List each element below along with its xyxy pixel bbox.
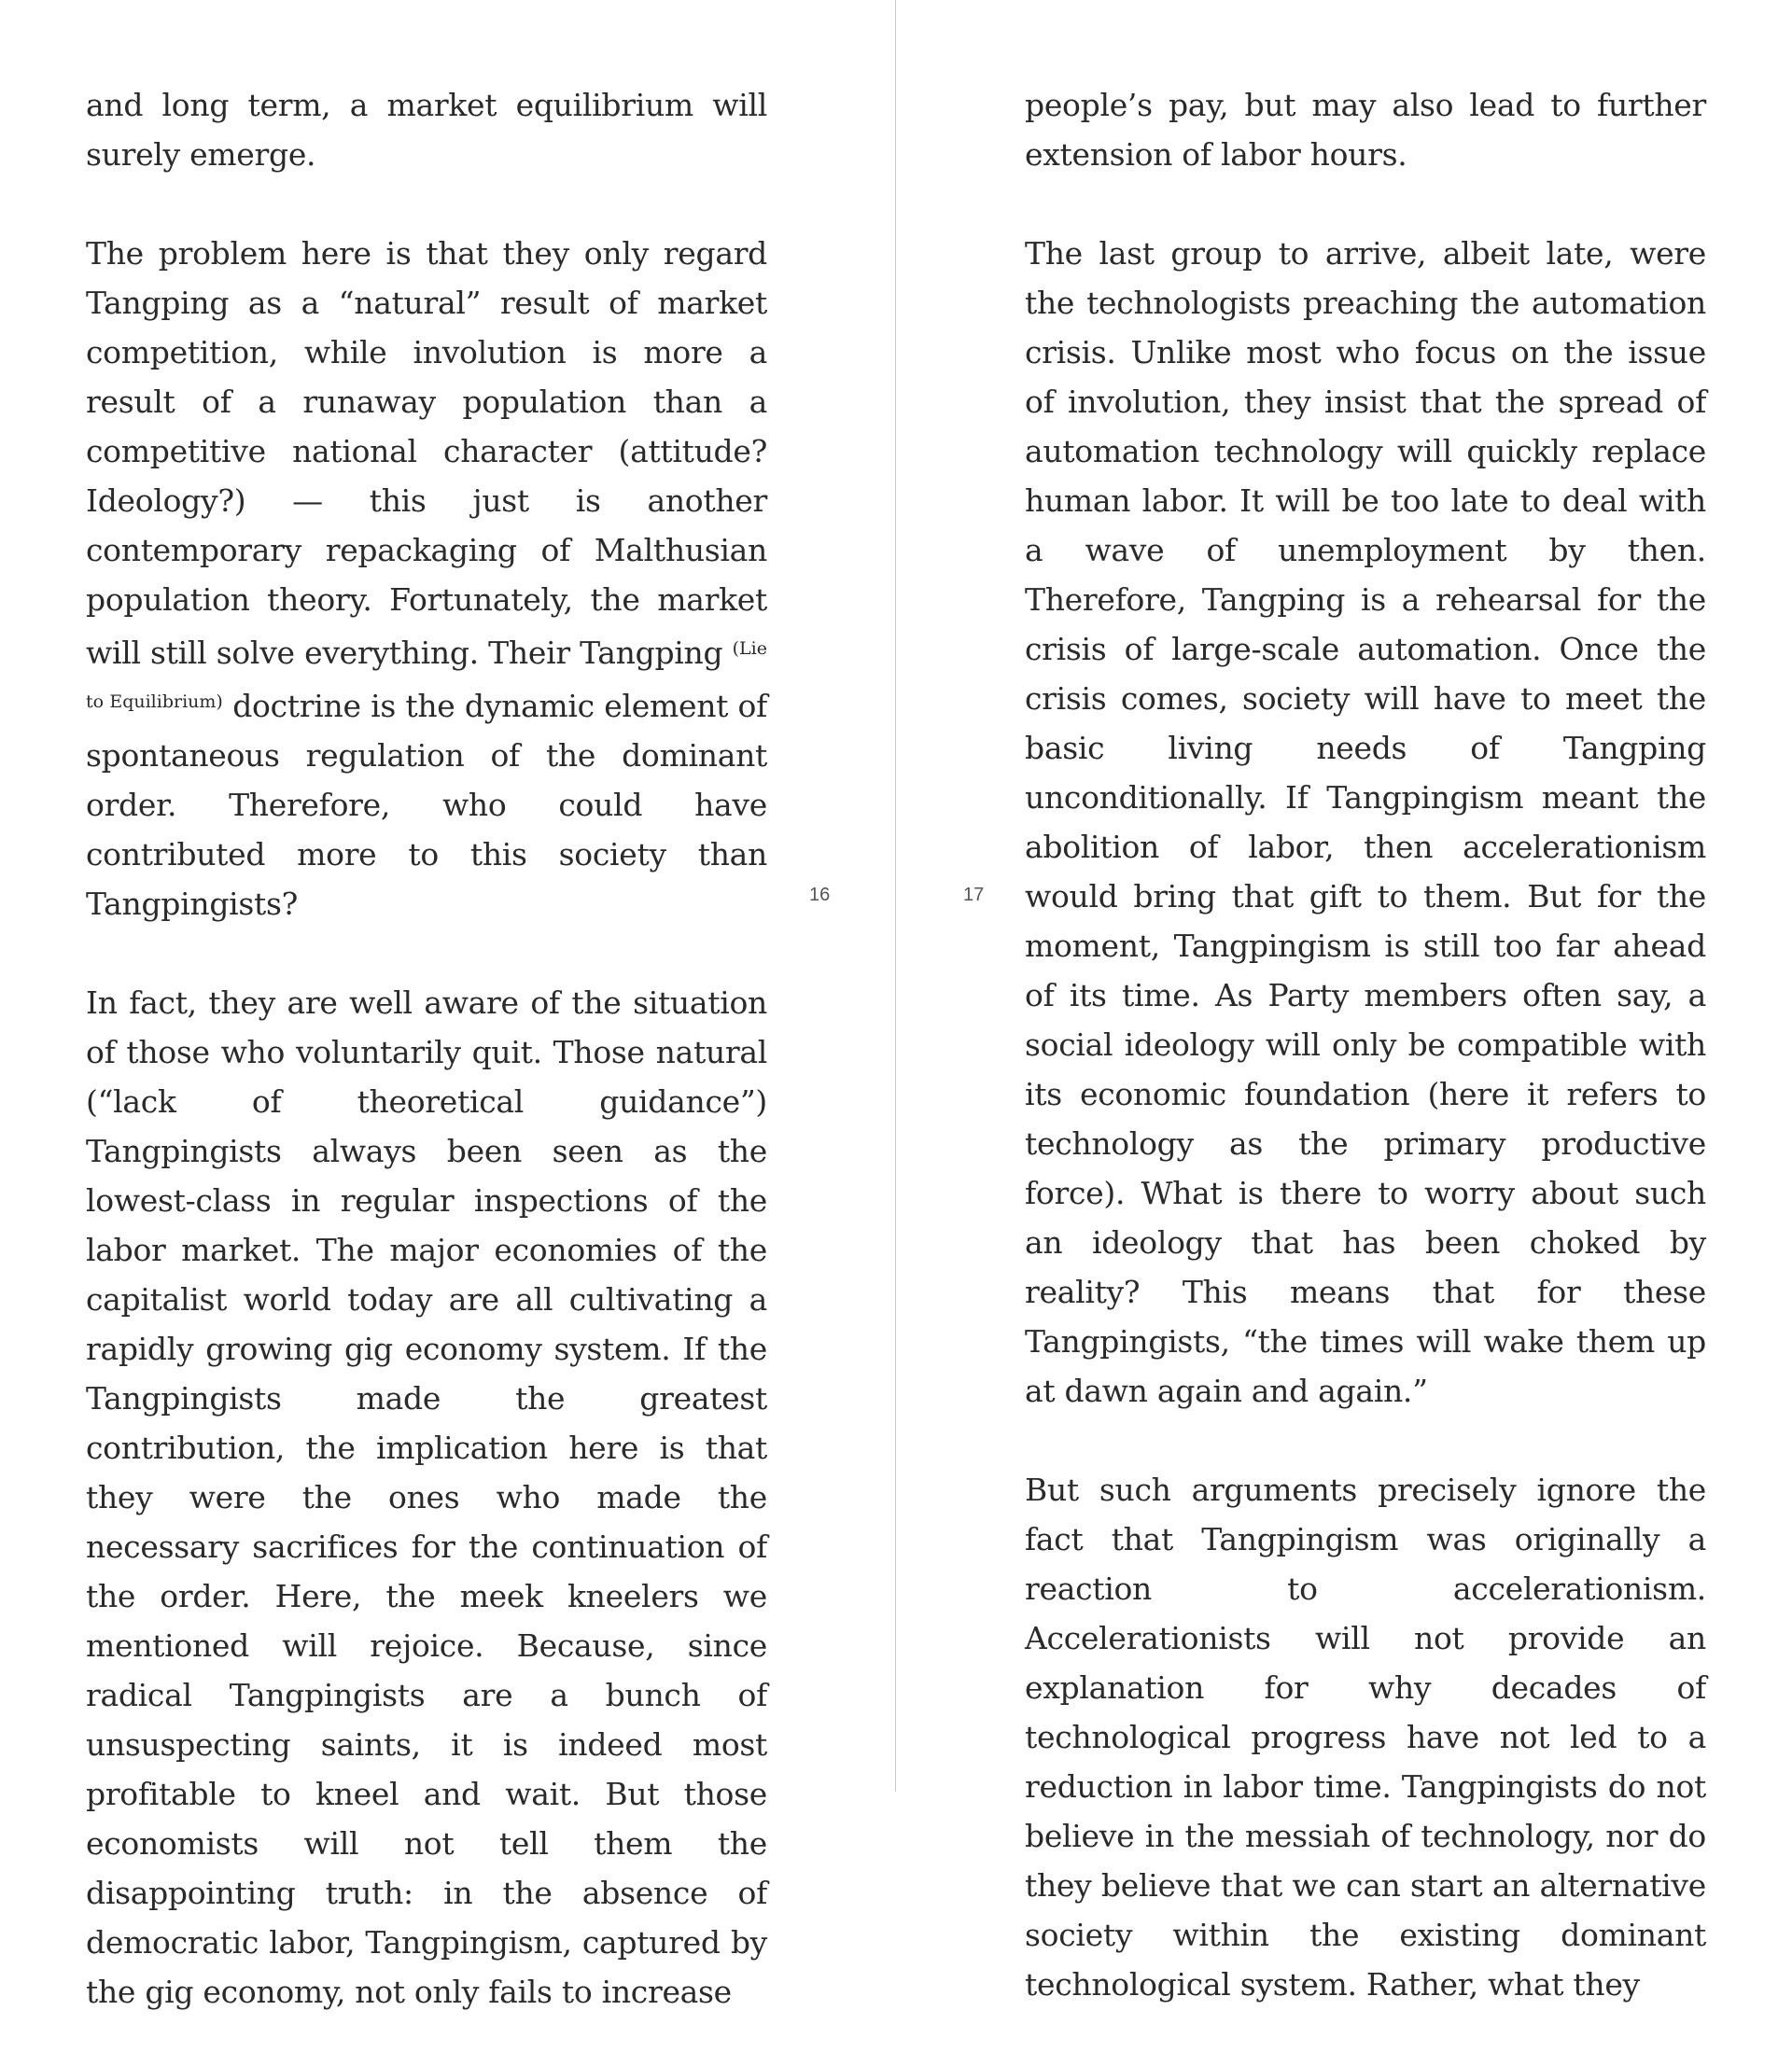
left-paragraph-1: and long term, a market equilibrium will surely emerge. <box>86 87 767 173</box>
left-page-number: 16 <box>809 885 831 905</box>
left-page <box>86 80 767 2066</box>
right-paragraph-2: The last group to arrive, albeit late, were the technologists preaching the automation crisis. Unlike most who focus on the issue of involution, they insist that the spread of automation technology will quickly replace human labor. It will be too late to deal with a wave of unemployment by then. Therefore, Tangping is a rehearsal for the crisis of large-scale automation. Once the crisis comes, society will have to meet the basic living needs of Tangping unconditionally. If Tangpingism meant the abolition of labor, then accelerationism would bring that gift to them. But for the moment, Tangpingism is still too far ahead of its time. As Party members often say, a social ideology will only be compatible with its economic foundation (here it refers to technology as the primary productive force). What is there to worry about such an ideology that has been choked by reality? This means that for these Tangpingists, “the times will wake them up at dawn again and again.” <box>1025 235 1706 1409</box>
left-paragraph-3: In fact, they are well aware of the situation of those who voluntarily quit. Those natural (“lack of theoretical guidance”) Tangpingists always been seen as the lowest-class in regular inspections of the labor market. The major economies of the capitalist world today are all cultivating a rapidly growing gig economy system. If the Tangpingists made the greatest contribution, the implication here is that they were the ones who made the necessary sacrifices for the continuation of the order. Here, the meek kneelers we mentioned will rejoice. Because, since radical Tangpingists are a bunch of unsuspecting saints, it is indeed most profitable to kneel and wait. But those economists will not tell them the disappointing truth: in the absence of democratic labor, Tangpingism, captured by the gig economy, not only fails to increase <box>86 984 767 2010</box>
inline-annotation: (Lie to Equilibrium) <box>86 638 767 712</box>
right-paragraph-3: But such arguments precisely ignore the fact that Tangpingism was originally a reaction to accelerationism. Accelerationists will not provide an explanation for why decades of technological progress have not led to a reduction in labor time. Tangpingists do not believe in the messiah of technology, nor do they believe that we can start an alternative society within the existing dominant technological system. Rather, what they <box>1025 1472 1706 2003</box>
right-page <box>1025 80 1706 2059</box>
right-paragraph-1: people’s pay, but may also lead to further extension of labor hours. <box>1025 87 1706 173</box>
left-paragraph-2-text-after: doctrine is the dynamic element of spontaneous regulation of the dominant order. Therefore, who could have contributed more to this society than Tangpingists? <box>86 688 768 922</box>
left-paragraph-2-text-before: The problem here is that they only regard Tangping as a “natural” result of market competition, while involution is more a result of a runaway population than a competitive national character (attitude? Ideology?) — this just is another contemporary repackaging of Malthusian population theory. Fortunately, the market will still solve everything. Their Tangping <box>86 235 767 671</box>
left-paragraph-2 <box>86 229 767 928</box>
gutter-divider <box>895 0 896 1792</box>
right-page-number: 17 <box>963 885 985 905</box>
